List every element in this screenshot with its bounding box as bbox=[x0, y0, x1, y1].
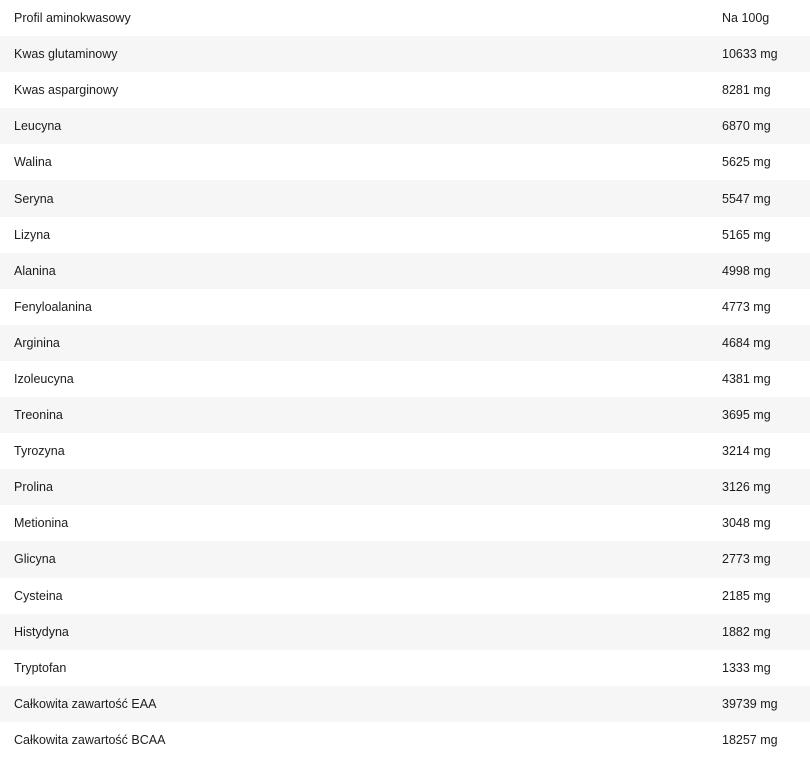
row-value-cell: 39739 mg bbox=[722, 696, 778, 711]
row-value-cell: 4773 mg bbox=[722, 299, 771, 314]
row-name-cell: Kwas asparginowy bbox=[14, 83, 119, 98]
row-value-cell: 4998 mg bbox=[722, 263, 771, 278]
row-name-cell: Izoleucyna bbox=[14, 371, 74, 386]
row-name-cell: Fenyloalanina bbox=[14, 299, 92, 314]
header-name-cell: Profil aminokwasowy bbox=[14, 11, 131, 26]
table-row bbox=[0, 578, 810, 614]
table-row bbox=[0, 108, 810, 144]
table-row bbox=[0, 541, 810, 577]
row-value-cell: 1333 mg bbox=[722, 660, 771, 675]
row-value-cell: 1882 mg bbox=[722, 624, 771, 639]
row-value-cell: 3695 mg bbox=[722, 408, 771, 423]
row-value-cell: 2185 mg bbox=[722, 588, 771, 603]
table-row bbox=[0, 36, 810, 72]
row-name-cell: Treonina bbox=[14, 408, 63, 423]
row-value-cell: 3126 mg bbox=[722, 480, 771, 495]
table-row bbox=[0, 144, 810, 180]
row-value-cell: 3214 mg bbox=[722, 444, 771, 459]
row-value-cell: 4684 mg bbox=[722, 335, 771, 350]
row-name-cell: Prolina bbox=[14, 480, 53, 495]
table-row bbox=[0, 722, 810, 758]
row-value-cell: 10633 mg bbox=[722, 47, 778, 62]
table-row bbox=[0, 217, 810, 253]
row-name-cell: Leucyna bbox=[14, 119, 62, 134]
row-name-cell: Całkowita zawartość EAA bbox=[14, 696, 157, 711]
row-name-cell: Kwas glutaminowy bbox=[14, 47, 118, 62]
table-row bbox=[0, 614, 810, 650]
row-name-cell: Walina bbox=[14, 155, 52, 170]
table-row bbox=[0, 650, 810, 686]
table-row bbox=[0, 180, 810, 216]
table-row bbox=[0, 289, 810, 325]
row-name-cell: Arginina bbox=[14, 335, 60, 350]
row-name-cell: Seryna bbox=[14, 191, 54, 206]
row-value-cell: 4381 mg bbox=[722, 371, 771, 386]
row-name-cell: Całkowita zawartość BCAA bbox=[14, 732, 166, 747]
row-name-cell: Glicyna bbox=[14, 552, 56, 567]
row-name-cell: Metionina bbox=[14, 516, 69, 531]
row-value-cell: 5165 mg bbox=[722, 227, 771, 242]
row-value-cell: 5547 mg bbox=[722, 191, 771, 206]
table-row bbox=[0, 253, 810, 289]
header-value-cell: Na 100g bbox=[722, 11, 770, 26]
table-row bbox=[0, 325, 810, 361]
row-value-cell: 8281 mg bbox=[722, 83, 771, 98]
row-name-cell: Tyrozyna bbox=[14, 444, 65, 459]
row-name-cell: Cysteina bbox=[14, 588, 63, 603]
table-header-row bbox=[0, 0, 810, 36]
table-row bbox=[0, 433, 810, 469]
row-name-cell: Tryptofan bbox=[14, 660, 67, 675]
table-row bbox=[0, 686, 810, 722]
table-row bbox=[0, 72, 810, 108]
table-row bbox=[0, 397, 810, 433]
row-name-cell: Lizyna bbox=[14, 227, 51, 242]
table-row bbox=[0, 361, 810, 397]
row-value-cell: 18257 mg bbox=[722, 732, 778, 747]
row-value-cell: 3048 mg bbox=[722, 516, 771, 531]
table-row bbox=[0, 469, 810, 505]
table-row bbox=[0, 505, 810, 541]
row-value-cell: 6870 mg bbox=[722, 119, 771, 134]
row-name-cell: Histydyna bbox=[14, 624, 69, 639]
row-value-cell: 5625 mg bbox=[722, 155, 771, 170]
row-value-cell: 2773 mg bbox=[722, 552, 771, 567]
row-name-cell: Alanina bbox=[14, 263, 56, 278]
